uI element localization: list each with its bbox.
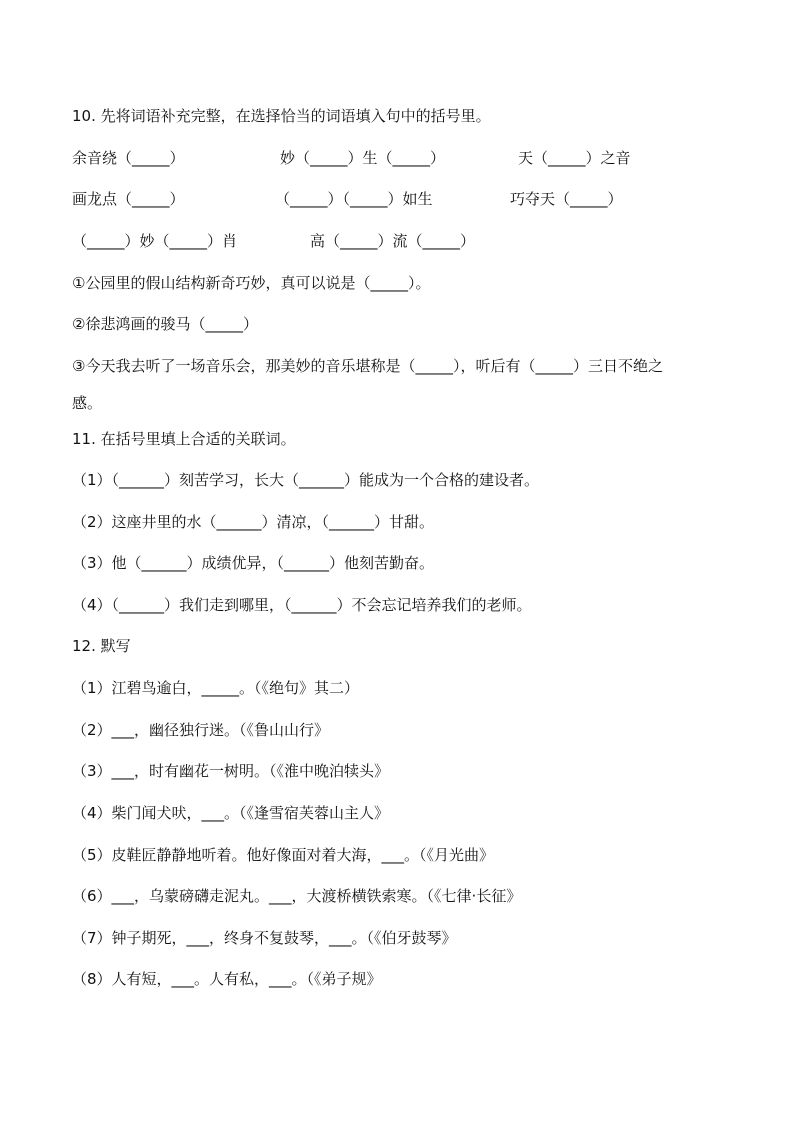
q12-title: 12. 默写	[72, 637, 131, 655]
q10-sentence-3-line1: ③今天我去听了一场音乐会，那美妙的音乐堪称是（_____），听后有（_____）三日不绝之	[72, 357, 663, 375]
q10-title: 10. 先将词语补充完整，在选择恰当的词语填入句中的括号里。	[72, 107, 491, 125]
q10-sentence-3-line2: 感。	[72, 394, 103, 412]
q11-title: 11. 在括号里填上合适的关联词。	[72, 430, 296, 448]
q10-row1-item2: 妙（_____）生（_____）	[280, 149, 446, 167]
q10-row1-item1: 余音绕（_____）	[72, 149, 185, 167]
q12-item-4: （4）柴门闻犬吠，___。（《逢雪宿芙蓉山主人》	[72, 804, 390, 822]
q10-row1-item3: 天（_____）之音	[518, 149, 631, 167]
q12-item-7: （7）钟子期死，___，终身不复鼓琴，___。（《伯牙鼓琴》	[72, 929, 457, 947]
q10-row3-item2: 高（_____）流（_____）	[310, 232, 476, 250]
q12-item-3: （3）___，时有幽花一树明。（《淮中晚泊犊头》	[72, 762, 390, 780]
q12-item-8: （8）人有短，___。人有私，___。（《弟子规》	[72, 970, 382, 988]
q10-row2-item3: 巧夺天（_____）	[510, 190, 623, 208]
q10-sentence-1: ①公园里的假山结构新奇巧妙，真可以说是（_____）。	[72, 274, 431, 292]
q12-item-2: （2）___，幽径独行迷。（《鲁山山行》	[72, 721, 330, 739]
q11-item-4: （4）（______）我们走到哪里，（______）不会忘记培养我们的老师。	[72, 596, 532, 614]
q11-item-1: （1）（______）刻苦学习，长大（______）能成为一个合格的建设者。	[72, 471, 540, 489]
q10-row3-item1: （_____）妙（_____）肖	[72, 232, 238, 250]
q12-item-6: （6）___，乌蒙磅礴走泥丸。___，大渡桥横铁索寒。（《七律·长征》	[72, 887, 522, 905]
q11-item-2: （2）这座井里的水（______）清凉，（______）甘甜。	[72, 513, 435, 531]
q11-item-3: （3）他（______）成绩优异，（______）他刻苦勤奋。	[72, 554, 435, 572]
q10-sentence-2: ②徐悲鸿画的骏马（_____）	[72, 315, 258, 333]
q10-row2-item1: 画龙点（_____）	[72, 190, 185, 208]
q10-row2-item2: （_____）（_____）如生	[275, 190, 433, 208]
q12-item-1: （1）江碧鸟逾白，_____。（《绝句》其二）	[72, 679, 360, 697]
q12-item-5: （5）皮鞋匠静静地听着。他好像面对着大海，___。（《月光曲》	[72, 846, 495, 864]
